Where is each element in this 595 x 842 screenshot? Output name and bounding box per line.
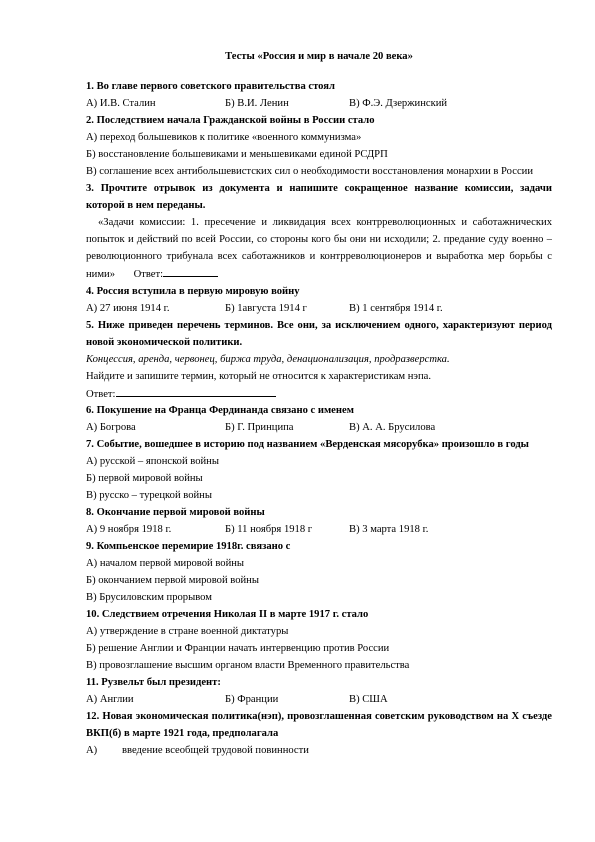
q7-option-b: Б) первой мировой войны [86,473,203,484]
q5-answer-blank[interactable] [116,385,276,397]
question-10: 10. Следствием отречения Николая II в марте 1917 г. стало [86,609,369,620]
q2-option-c: В) соглашение всех антибольшевистских сил о необходимости восстановления монархии в России [86,166,533,177]
q10-option-b: Б) решение Англии и Франции начать интервенцию против России [86,643,390,654]
question-12: 12. Новая экономическая политика(нэп), провозглашенная советским руководством на X съезде ВКП(б) в марте 1921 года, предполагала [86,711,552,739]
q3-quote [86,214,552,283]
q6-option-b: Б) Г. Принципа [225,422,294,433]
question-5: 5. Ниже приведен перечень терминов. Все они, за исключением одного, характеризуют период новой экономической политики. [86,320,552,348]
q1-option-c: В) Ф.Э. Дзержинский [349,98,448,109]
question-11: 11. Рузвельт был президент: [86,677,221,688]
q3-quote-text: «Задачи комиссии: 1. пресечение и ликвидация всех контрреволюционных и саботажнических попыток и действий по всей России, со стороны кого бы они ни исходили; 2. предание суду военно – революционного трибунала всех саботажников и контрреволюционеров и выработка мер борьбы с ними» [86,217,552,280]
question-6-options [86,419,552,436]
q5-answer [86,385,552,402]
q1-option-a: А) И.В. Сталин [86,98,156,109]
q2-option-b: Б) восстановление большевиками и меньшевиками единой РСДРП [86,149,388,160]
question-4: 4. Россия вступила в первую мировую войну [86,286,300,297]
q12-option-a [86,742,552,759]
q12-option-a-text: введение всеобщей трудовой повинности [122,745,309,756]
question-1: 1. Во главе первого советского правительства стоял [86,81,335,92]
q6-option-c: В) А. А. Брусилова [349,422,436,433]
document-title: Тесты «Россия и мир в начале 20 века» [225,51,413,62]
q1-option-b: Б) В.И. Ленин [225,98,289,109]
q8-option-c: В) 3 марта 1918 г. [349,524,429,535]
q5-answer-label: Ответ: [86,389,116,400]
q3-answer-blank[interactable] [163,265,218,277]
question-11-options [86,691,552,708]
q6-option-a: А) Богрова [86,422,136,433]
q7-option-c: В) русско – турецкой войны [86,490,212,501]
question-4-options [86,300,552,317]
q8-option-b: Б) 11 ноября 1918 г [225,524,313,535]
question-7: 7. Событие, вошедшее в историю под названием «Верденская мясорубка» произошло в годы [86,439,529,450]
question-8-options [86,521,552,538]
q4-option-a: А) 27 июня 1914 г. [86,303,170,314]
question-2: 2. Последствием начала Гражданской войны в России стало [86,115,375,126]
q9-option-b: Б) окончанием первой мировой войны [86,575,259,586]
q2-option-a: А) переход большевиков к политике «военного коммунизма» [86,132,362,143]
question-3: 3. Прочтите отрывок из документа и напишите сокращенное название комиссии, задачи которой в нем переданы. [86,183,552,211]
q9-option-c: В) Брусиловским прорывом [86,592,212,603]
q11-option-b: Б) Франции [225,694,279,705]
q3-answer-label: Ответ: [133,269,164,280]
q4-option-b: Б) 1августа 1914 г [225,303,307,314]
test-page [86,48,552,759]
question-1-options [86,95,552,112]
q7-option-a: А) русской – японской войны [86,456,219,467]
q8-option-a: А) 9 ноября 1918 г. [86,524,172,535]
q10-option-c: В) провозглашение высшим органом власти Временного правительства [86,660,410,671]
q12-option-a-letter: А) [86,745,98,756]
q5-instruction: Найдите и запишите термин, который не относится к характеристикам нэпа. [86,371,431,382]
q10-option-a: А) утверждение в стране военной диктатуры [86,626,289,637]
question-6: 6. Покушение на Франца Фердинанда связано с именем [86,405,354,416]
q11-option-c: В) США [349,694,388,705]
question-9: 9. Компьенское перемирие 1918г. связано с [86,541,291,552]
q9-option-a: А) началом первой мировой войны [86,558,245,569]
question-8: 8. Окончание первой мировой войны [86,507,265,518]
q4-option-c: В) 1 сентября 1914 г. [349,303,443,314]
q5-terms: Концессия, аренда, червонец, биржа труда, денационализация, продразверстка. [86,354,450,365]
q11-option-a: А) Англии [86,694,134,705]
